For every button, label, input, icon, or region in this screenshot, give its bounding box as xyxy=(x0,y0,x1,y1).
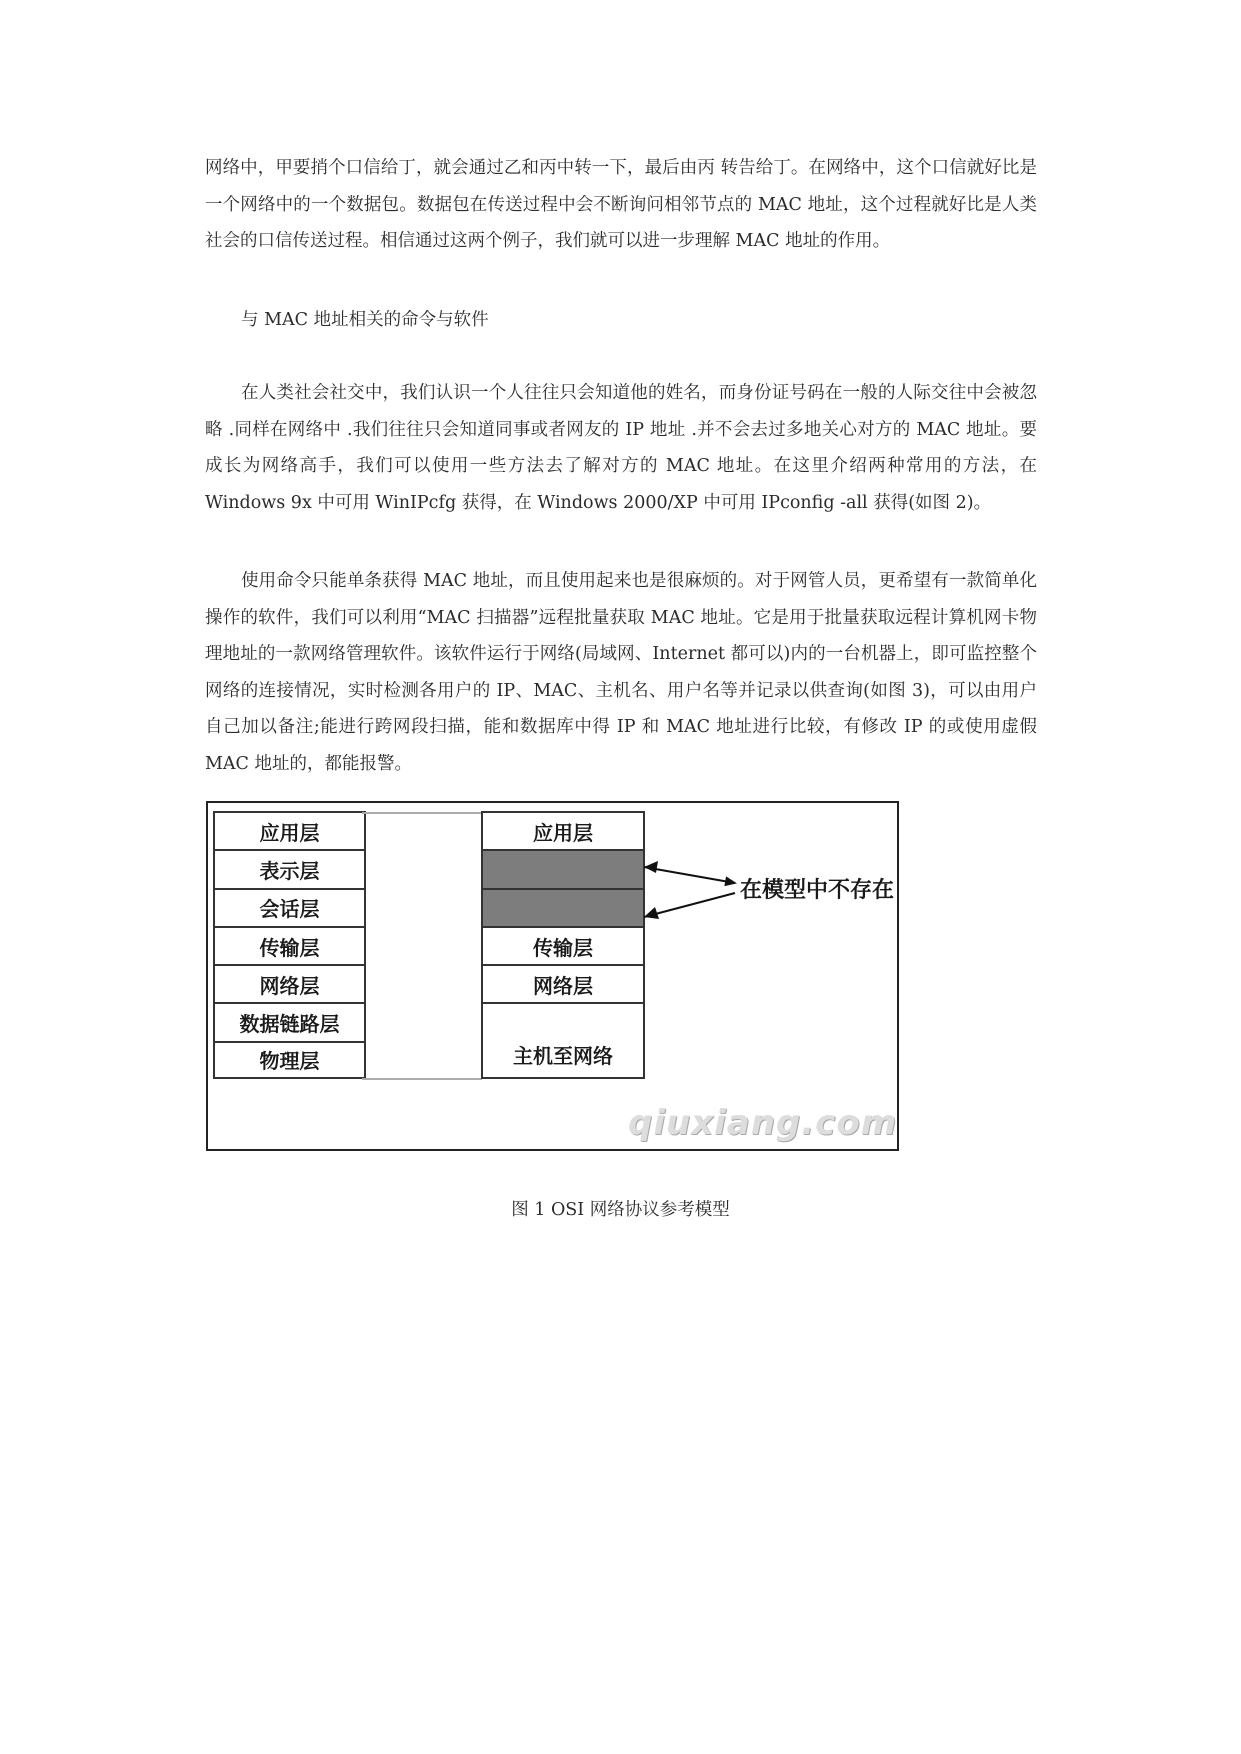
osi-layer: 会话层 xyxy=(215,888,364,926)
paragraph-3: 使用命令只能单条获得 MAC 地址，而且使用起来也是很麻烦的。对于网管人员，更希望有一款简单化操作的软件，我们可以利用“MAC 扫描器”远程批量获取 MAC 地址。它是用于批量获取远程计算机网卡物理地址的一款网络管理软件。该软件运行于网络(局域网、Internet 都可以)内的一台机器上，即可监控整个网络的连接情况，实时检测各用户的 IP、MAC、主机名、用户名等并记录以供查询(如图 3)，可以由用户自己加以备注;能进行跨网段扫描，能和数据库中得 IP 和 MAC 地址进行比较，有修改 IP 的或使用虚假 MAC 地址的，都能报警。 xyxy=(205,571,1037,774)
osi-layer: 传输层 xyxy=(215,926,364,964)
figure-caption: 图 1 OSI 网络协议参考模型 xyxy=(511,1200,730,1220)
annotation-label: 在模型中不存在 xyxy=(740,878,895,903)
watermark-logo: qiuxiang.com xyxy=(628,1103,898,1143)
osi-layer: 表示层 xyxy=(215,849,364,887)
tcpip-layer: 传输层 xyxy=(483,926,643,964)
osi-layer: 应用层 xyxy=(215,811,364,849)
tcpip-layer: 主机至网络 xyxy=(483,1002,643,1079)
arrow-annotations xyxy=(208,803,897,1149)
osi-layer: 网络层 xyxy=(215,964,364,1002)
arrowhead-bottom xyxy=(644,907,659,919)
osi-model-figure xyxy=(206,801,899,1151)
paragraph-1: 网络中，甲要捎个口信给丁，就会通过乙和丙中转一下，最后由丙 转告给丁。在网络中，这个口信就好比是一个网络中的一个数据包。数据包在传送过程中会不断询问相邻节点的 MAC 地址，这个过程就好比是人类社会的口信传送过程。相信通过这两个例子，我们就可以进一步理解 MAC 地址的作用。 xyxy=(205,158,1037,251)
osi-layer: 数据链路层 xyxy=(215,1002,364,1040)
arrow-to-presentation xyxy=(644,867,735,883)
paragraph-2: 在人类社会社交中，我们认识一个人往往只会知道他的姓名，而身份证号码在一般的人际交往中会被忽略 .同样在网络中 .我们往往只会知道同事或者网友的 IP 地址 .并不会去过多地关心对方的 MAC 地址。要成长为网络高手，我们可以使用一些方法去了解对方的 MAC 地址。在这里介绍两种常用的方法，在 Windows 9x 中可用 WinIPcfg 获得，在 Windows 2000/XP 中可用 IPconfig -all 获得(如图 2)。 xyxy=(205,383,1037,513)
section-heading: 与 MAC 地址相关的命令与软件 xyxy=(241,310,489,330)
tcpip-layer: 应用层 xyxy=(483,811,643,849)
arrow-to-session xyxy=(644,893,735,917)
tcpip-layer: 网络层 xyxy=(483,964,643,1002)
arrowhead-top xyxy=(644,861,658,873)
osi-layer: 物理层 xyxy=(215,1041,364,1079)
